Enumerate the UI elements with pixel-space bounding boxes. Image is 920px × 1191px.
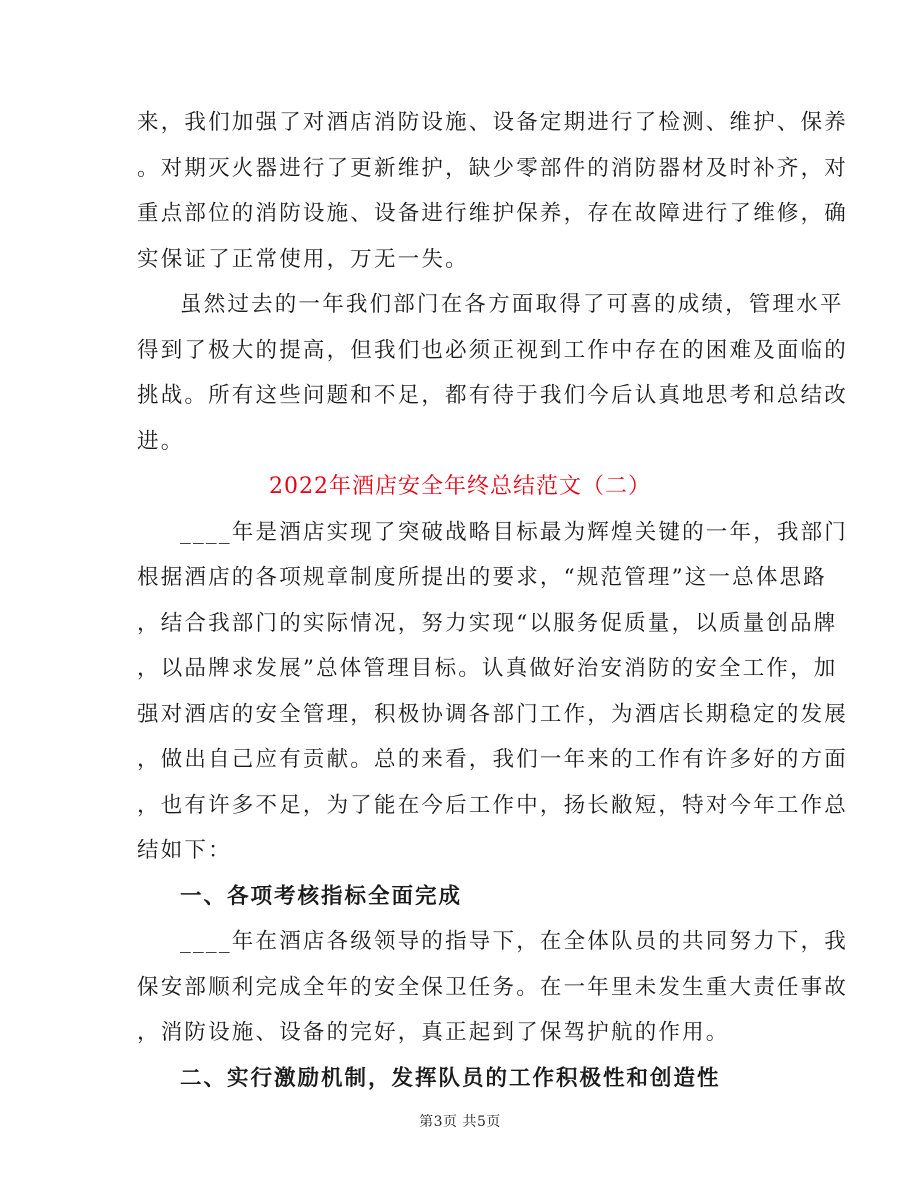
section-title: 2022年酒店安全年终总结范文（二） bbox=[269, 474, 651, 499]
text-line: ，做出自己应有贡献。总的来看，我们一年来的工作有许多好的方面 bbox=[137, 747, 849, 772]
text-line: 得到了极大的提高，但我们也必须正视到工作中存在的困难及面临的 bbox=[137, 338, 849, 363]
text-line: 结如下： bbox=[137, 838, 232, 863]
text-line: ，消防设施、设备的完好，真正起到了保驾护航的作用。 bbox=[137, 1020, 730, 1045]
text-line: 根据酒店的各项规章制度所提出的要求，“规范管理”这一总体思路 bbox=[137, 565, 827, 590]
text-line: 重点部位的消防设施、设备进行维护保养，存在故障进行了维修，确 bbox=[137, 201, 849, 226]
text-line: 保安部顺利完成全年的安全保卫任务。在一年里未发生重大责任事故 bbox=[137, 975, 849, 1000]
text-line: 实保证了正常使用，万无一失。 bbox=[137, 247, 469, 272]
text-line: 虽然过去的一年我们部门在各方面取得了可喜的成绩，管理水平 bbox=[180, 292, 844, 317]
page-number-footer: 第3页 共5页 bbox=[419, 1114, 501, 1130]
text-line: ____年在酒店各级领导的指导下，在全体队员的共同努力下，我 bbox=[180, 929, 849, 954]
text-line: ____年是酒店实现了突破战略目标最为辉煌关键的一年，我部门 bbox=[180, 520, 849, 545]
text-line: ，以品牌求发展”总体管理目标。认真做好治安消防的安全工作，加 bbox=[137, 656, 838, 681]
text-line: 挑战。所有这些问题和不足，都有待于我们今后认真地思考和总结改 bbox=[137, 383, 849, 408]
subheading-incentives: 二、实行激励机制，发挥队员的工作积极性和创造性 bbox=[180, 1066, 721, 1091]
text-line: 强对酒店的安全管理，积极协调各部门工作，为酒店长期稳定的发展 bbox=[137, 702, 849, 727]
text-line: 。对期灭火器进行了更新维护，缺少零部件的消防器材及时补齐，对 bbox=[137, 156, 849, 181]
subheading-indicators: 一、各项考核指标全面完成 bbox=[180, 884, 463, 909]
text-line: 来，我们加强了对酒店消防设施、设备定期进行了检测、维护、保养 bbox=[137, 110, 849, 135]
text-line: ，也有许多不足，为了能在今后工作中，扬长敝短，特对今年工作总 bbox=[137, 793, 849, 818]
text-line: 进。 bbox=[137, 429, 185, 454]
text-line: ，结合我部门的实际情况，努力实现“以服务促质量，以质量创品牌 bbox=[137, 611, 838, 636]
